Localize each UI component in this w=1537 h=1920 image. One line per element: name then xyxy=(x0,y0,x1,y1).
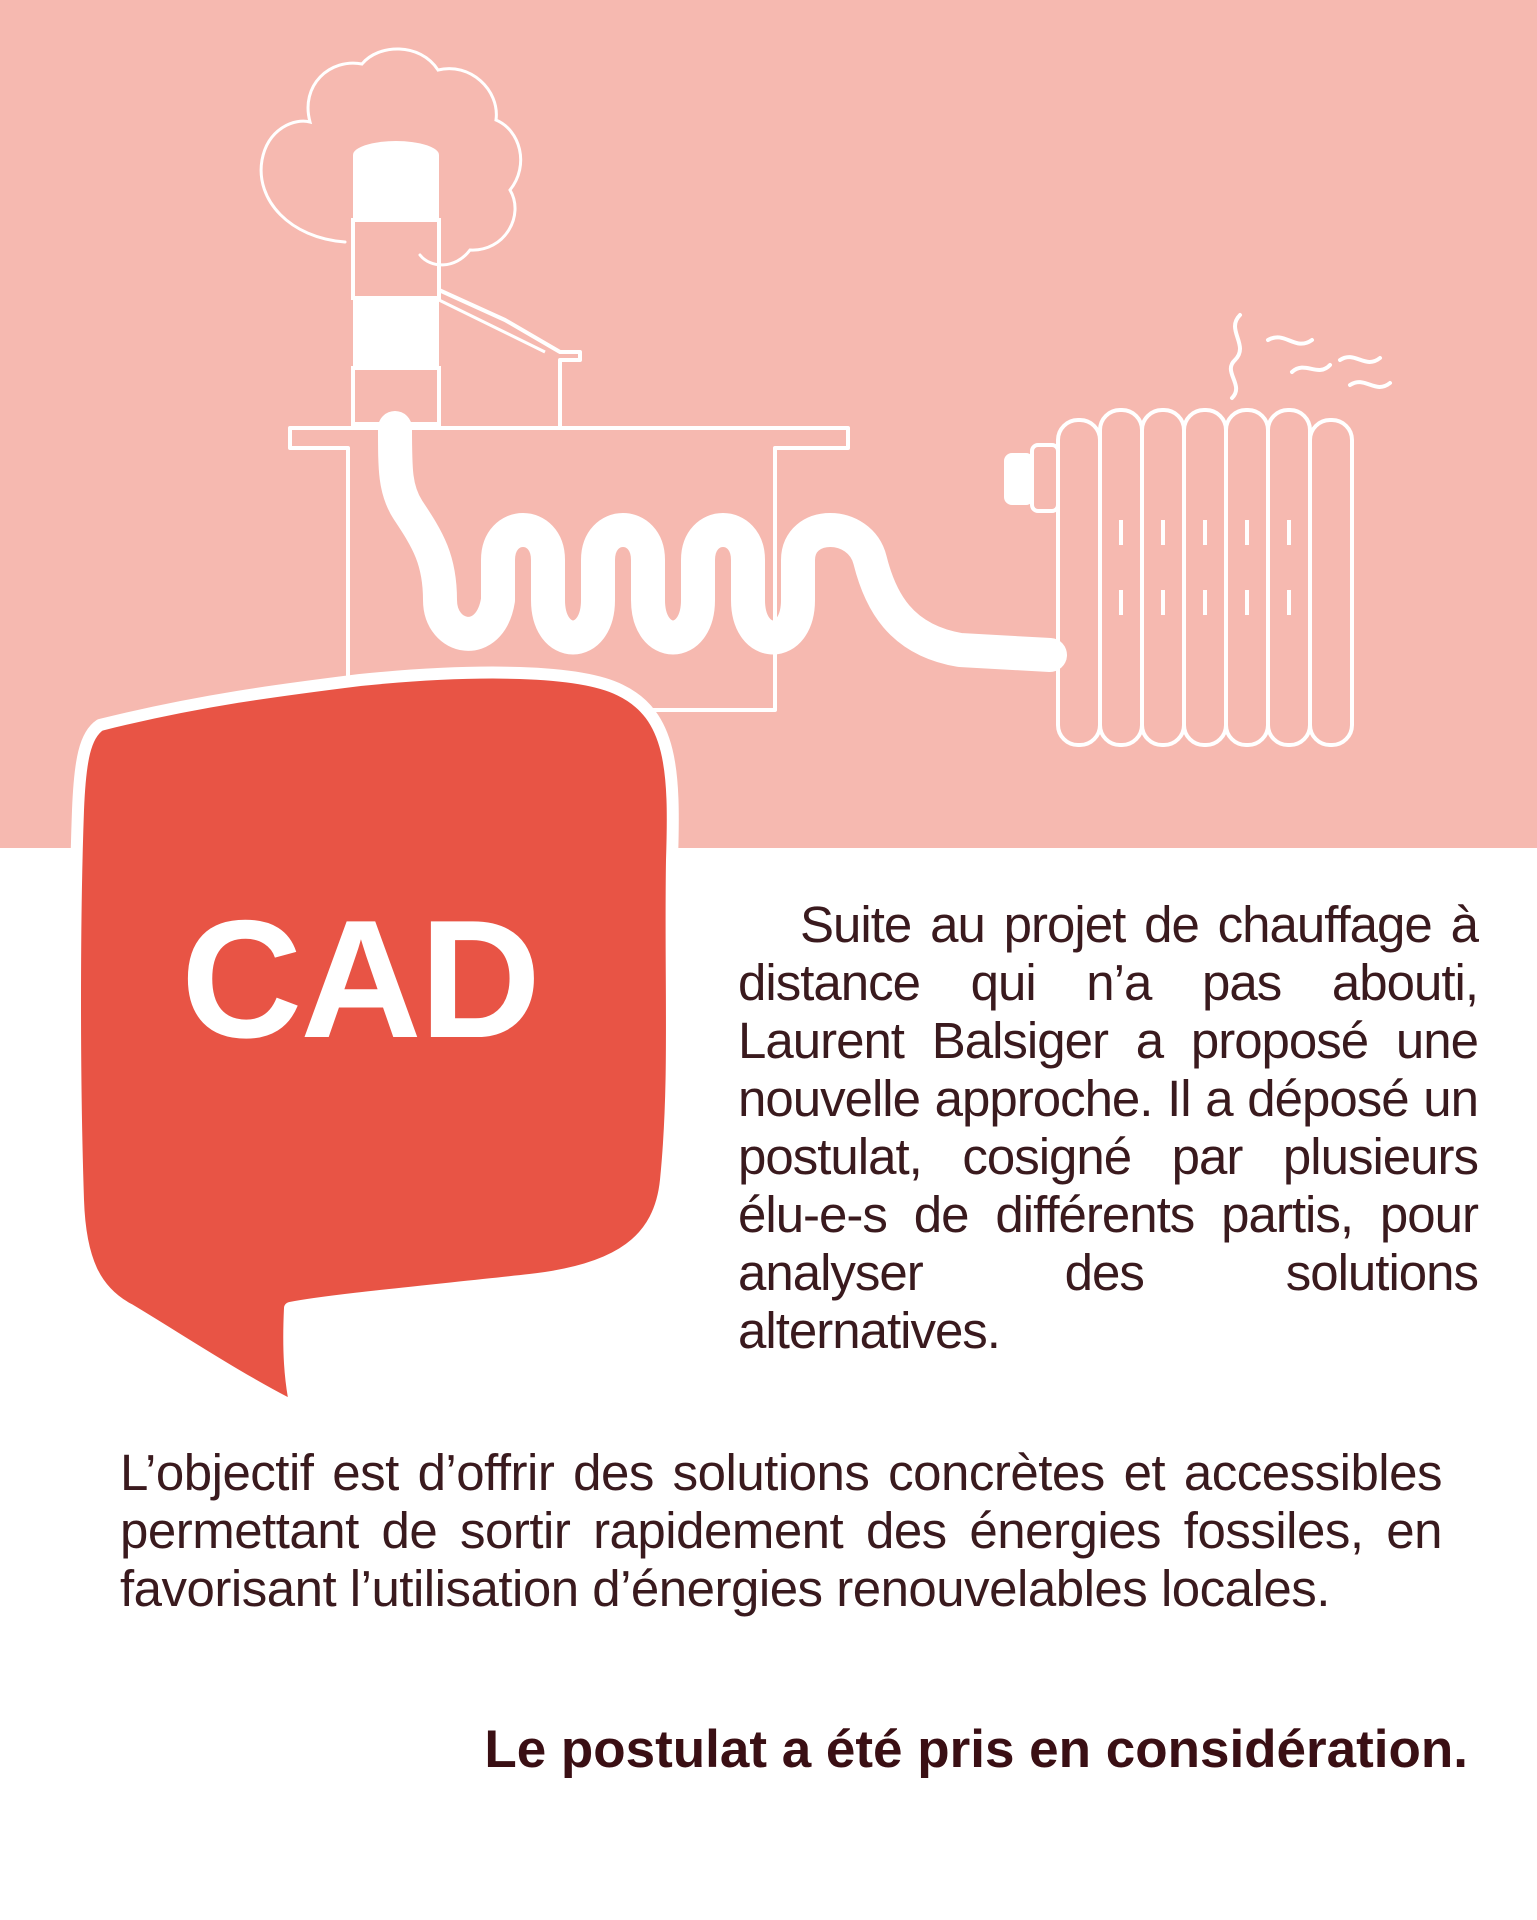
heating-pipe-icon xyxy=(395,428,1050,655)
heat-waves-icon xyxy=(1231,315,1390,398)
objective-paragraph: L’objectif est d’offrir des solutions concrètes et accessibles permettant de sortir rapidement des énergies fossiles, en favorisant l’utilisation d’énergies renouvelables locales. xyxy=(120,1444,1442,1617)
chimney-icon xyxy=(353,141,439,424)
radiator-icon xyxy=(1006,410,1352,745)
intro-paragraph: Suite au projet de chauffage à distance qui n’a pas abouti, Laurent Balsiger a proposé une nouvelle approche. Il a déposé un postulat, cosigné par plusieurs élu-e-s de différents partis, pour analyser des solutions alternatives. xyxy=(738,896,1478,1359)
conclusion-statement: Le postulat a été pris en considération. xyxy=(484,1720,1468,1779)
bubble-label: CAD xyxy=(181,885,539,1073)
